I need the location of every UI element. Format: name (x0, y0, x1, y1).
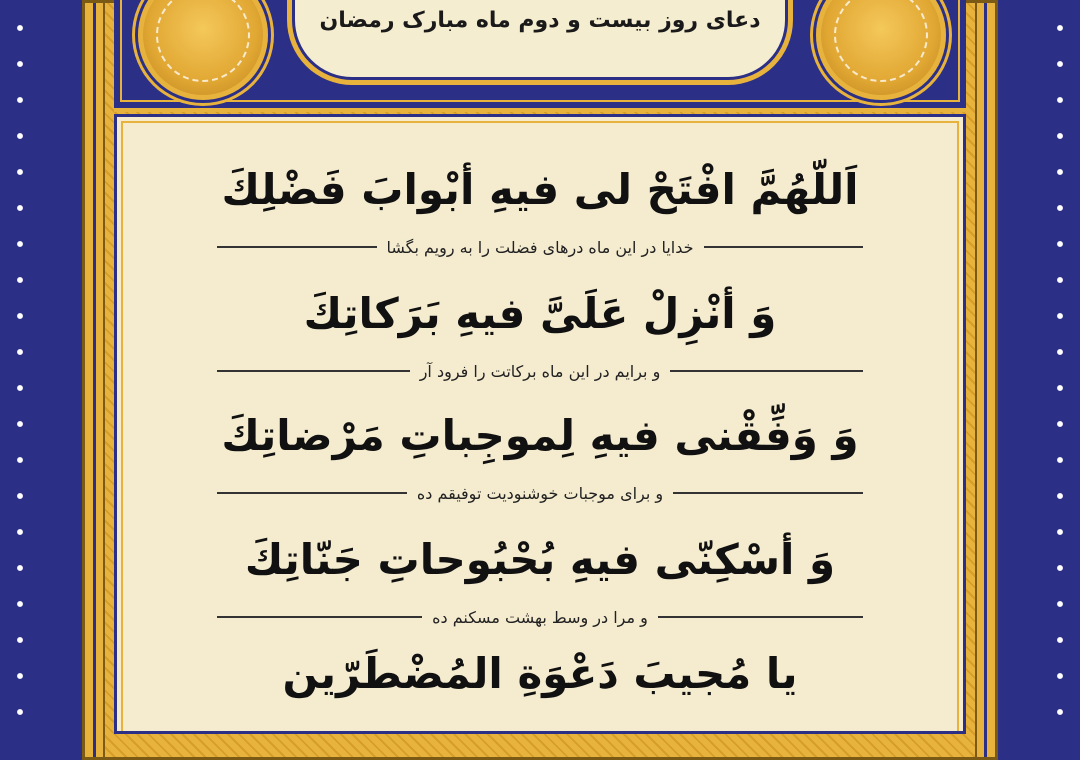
arabic-line-2: وَ أنْزِلْ عَلَیَّ فیهِ بَرَکاتِكَ (303, 289, 777, 338)
arabic-line-1: اَللّهُمَّ افْتَحْ لی فیهِ أبْوابَ فَضْلِكَ (221, 165, 859, 214)
arabic-line-5: یا مُجیبَ دَعْوَةِ المُضْطَرّین (282, 649, 798, 698)
page-title: دعای روز بیست و دوم ماه مبارک رمضان (319, 8, 761, 33)
dotted-border-left (0, 0, 40, 720)
title-cartouche (292, 0, 788, 80)
translation-line-1: خدایا در این ماه درهای فضلت را به رویم بگشا (386, 237, 694, 257)
arabic-line-4: وَ أسْکِنّی فیهِ بُحْبُوحاتِ جَنّاتِكَ (244, 535, 836, 584)
arabic-line-3: وَ وَفِّقْنی فیهِ لِموجِباتِ مَرْضاتِكَ (221, 411, 859, 460)
translation-row-2 (217, 361, 863, 381)
translation-line-4: و مرا در وسط بهشت مسکنم ده (432, 607, 648, 627)
prayer-panel (114, 114, 966, 734)
translation-line-3: و برای موجبات خوشنودیت توفیقم ده (416, 483, 664, 503)
dotted-border-right (1040, 0, 1080, 720)
translation-line-2: و برایم در این ماه برکاتت را فرود آر (419, 361, 661, 381)
translation-row-1 (217, 237, 863, 257)
translation-row-4 (217, 607, 863, 627)
translation-row-3 (217, 483, 863, 503)
